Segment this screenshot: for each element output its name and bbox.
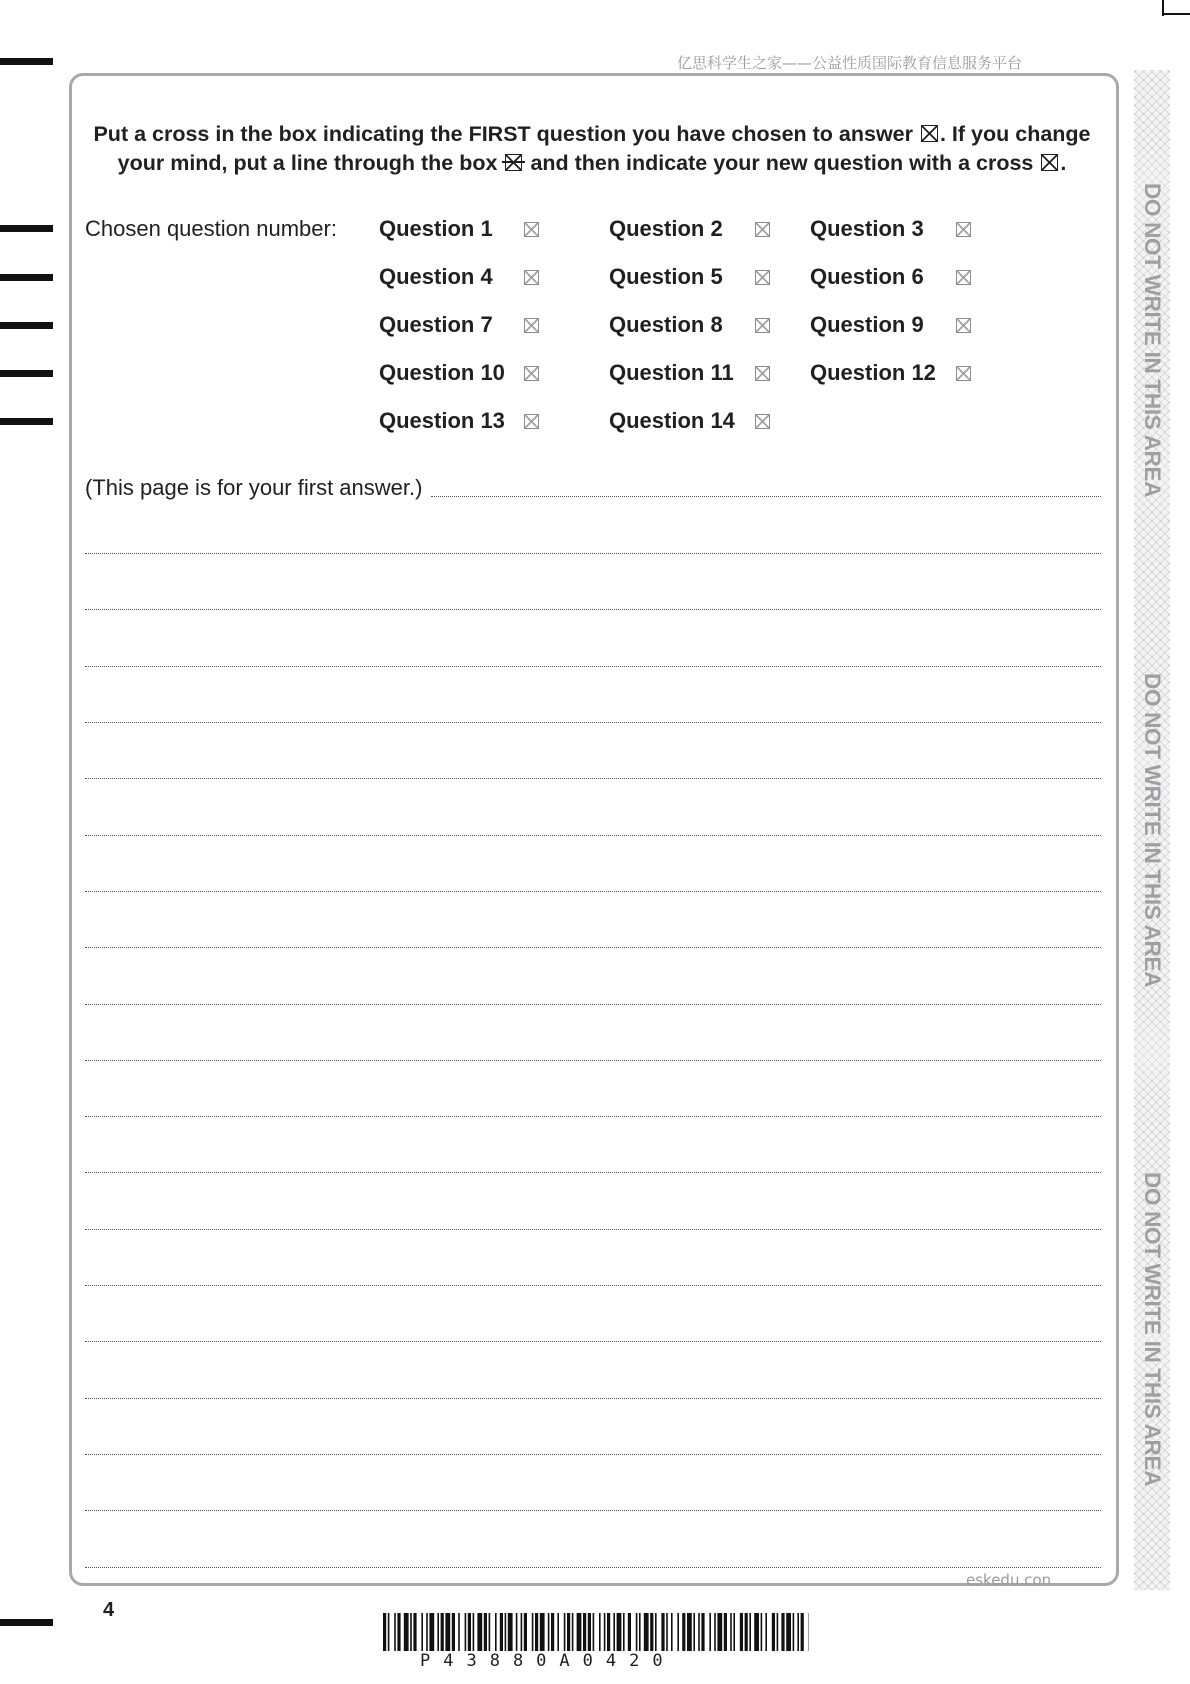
side-warning-text: DO NOT WRITE IN THIS AREA [1140, 673, 1165, 988]
question-12-checkbox[interactable] [956, 366, 971, 381]
answer-line[interactable] [85, 1060, 1101, 1061]
question-label: Question 4 [379, 264, 493, 289]
question-label: Question 7 [379, 312, 493, 337]
answer-line[interactable] [85, 1454, 1101, 1455]
question-label: Question 9 [810, 312, 924, 337]
margin-bar [0, 370, 53, 377]
instructions-text: your mind, put a line through the box [117, 151, 498, 175]
question-3-checkbox[interactable] [956, 222, 971, 237]
margin-bar [0, 225, 53, 232]
answer-line[interactable] [431, 496, 1101, 497]
instructions-text: . [1060, 151, 1067, 175]
question-7-checkbox[interactable] [524, 318, 539, 333]
crop-mark [1162, 0, 1190, 28]
answer-line[interactable] [85, 891, 1101, 892]
crossed-box-icon [1041, 154, 1058, 171]
question-1-checkbox[interactable] [524, 222, 539, 237]
question-label: Question 3 [810, 216, 924, 241]
question-label: Question 5 [609, 264, 723, 289]
question-label: Question 6 [810, 264, 924, 289]
question-label: Question 8 [609, 312, 723, 337]
question-2-checkbox[interactable] [755, 222, 770, 237]
answer-line[interactable] [85, 947, 1101, 948]
margin-bar [0, 274, 53, 281]
first-answer-intro: (This page is for your first answer.) [85, 475, 423, 500]
instructions-text: . If you change [939, 122, 1091, 146]
header-watermark: 亿思科学生之家——公益性质国际教育信息服务平台 [677, 54, 1023, 72]
answer-line[interactable] [85, 666, 1101, 667]
instructions-text: Put a cross in the box indicating the FIRST question you have chosen to answer [93, 122, 913, 146]
answer-line[interactable] [85, 1172, 1101, 1173]
crossed-box-icon [921, 125, 938, 142]
question-label: Question 2 [609, 216, 723, 241]
answer-line[interactable] [85, 1341, 1101, 1342]
answer-line[interactable] [85, 835, 1101, 836]
answer-line[interactable] [85, 1116, 1101, 1117]
instructions-text: and then indicate your new question with a cross [530, 151, 1034, 175]
footer-watermark: eskedu.con [966, 1571, 1052, 1589]
chosen-question-label: Chosen question number: [85, 216, 337, 241]
answer-line[interactable] [85, 1510, 1101, 1511]
question-14-checkbox[interactable] [755, 414, 770, 429]
page-number: 4 [103, 1599, 115, 1621]
struck-box-icon [505, 154, 522, 171]
instructions-line-1 [80, 120, 1104, 149]
instructions-line-2 [80, 149, 1104, 178]
question-label: Question 13 [379, 408, 505, 433]
barcode-icon [383, 1613, 809, 1651]
answer-line[interactable] [85, 553, 1101, 554]
question-4-checkbox[interactable] [524, 270, 539, 285]
barcode-number: P43880A0420 [420, 1651, 676, 1671]
question-11-checkbox[interactable] [755, 366, 770, 381]
margin-bar [0, 418, 53, 425]
question-6-checkbox[interactable] [956, 270, 971, 285]
side-warning-text: DO NOT WRITE IN THIS AREA [1140, 1172, 1165, 1487]
answer-line[interactable] [85, 1229, 1101, 1230]
question-9-checkbox[interactable] [956, 318, 971, 333]
answer-line[interactable] [85, 778, 1101, 779]
margin-bar [0, 58, 53, 65]
margin-bar [0, 1619, 53, 1626]
answer-line[interactable] [85, 1398, 1101, 1399]
question-label: Question 12 [810, 360, 936, 385]
answer-frame [69, 73, 1119, 1586]
question-label: Question 14 [609, 408, 735, 433]
question-label: Question 11 [609, 360, 734, 385]
answer-line[interactable] [85, 609, 1101, 610]
answer-line[interactable] [85, 1004, 1101, 1005]
question-5-checkbox[interactable] [755, 270, 770, 285]
question-10-checkbox[interactable] [524, 366, 539, 381]
question-8-checkbox[interactable] [755, 318, 770, 333]
question-13-checkbox[interactable] [524, 414, 539, 429]
answer-line[interactable] [85, 722, 1101, 723]
margin-bar [0, 322, 53, 329]
answer-line[interactable] [85, 1285, 1101, 1286]
question-label: Question 10 [379, 360, 505, 385]
side-warning-text: DO NOT WRITE IN THIS AREA [1140, 183, 1165, 498]
answer-line[interactable] [85, 1567, 1101, 1568]
instructions [80, 120, 1104, 178]
question-label: Question 1 [379, 216, 493, 241]
